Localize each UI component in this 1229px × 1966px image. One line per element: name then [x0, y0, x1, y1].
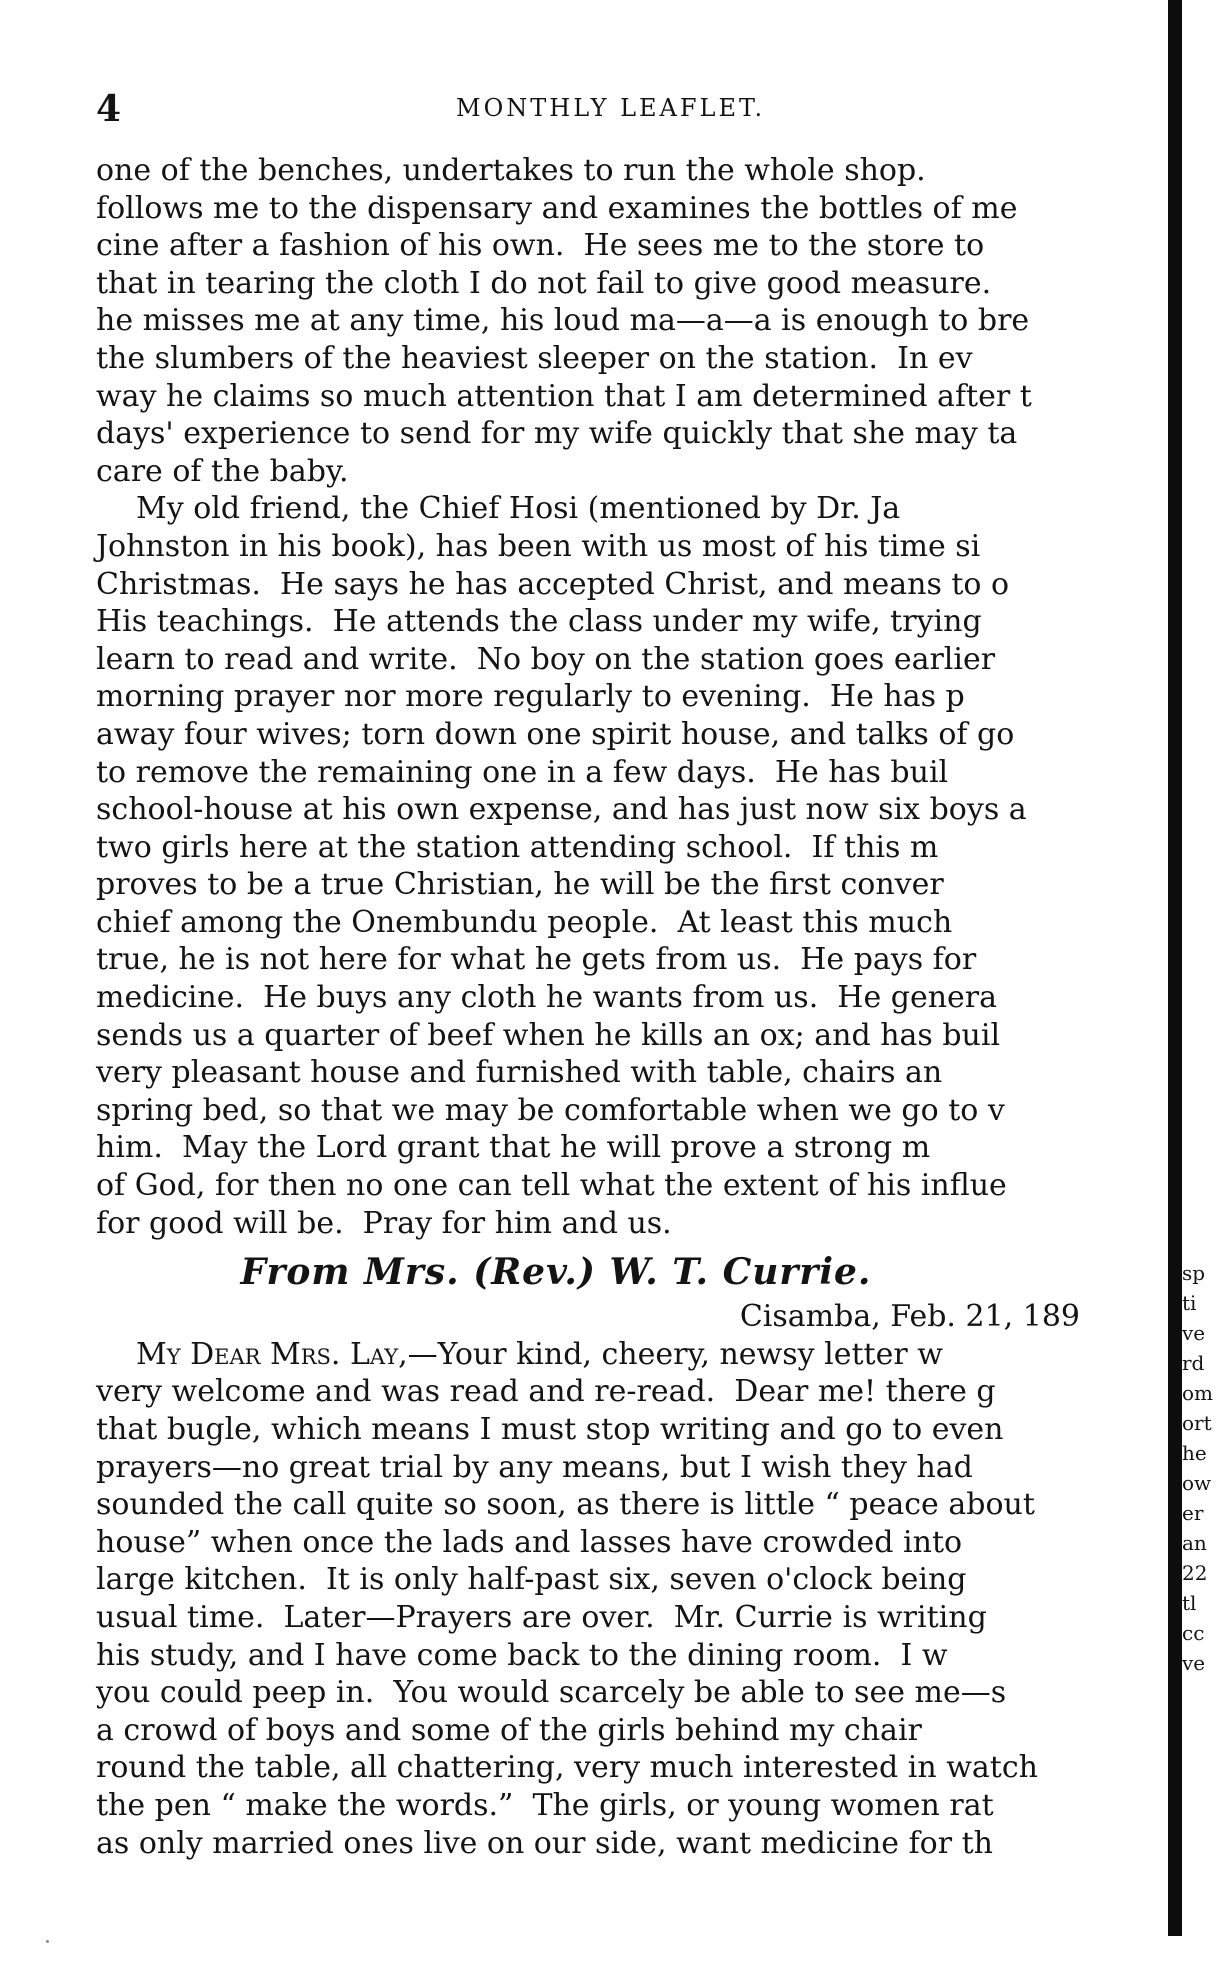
facing-fragment: ort	[1182, 1411, 1212, 1435]
text-line: the pen “ make the words.” The girls, or young women rat	[96, 1787, 994, 1823]
text-line: for good will be. Pray for him and us.	[96, 1205, 672, 1241]
text-line: away four wives; torn down one spirit house, and talks of go	[96, 716, 1015, 752]
letter-body	[96, 1336, 1176, 1862]
text-line: Johnston in his book), has been with us most of his time si	[96, 528, 981, 564]
text-line: morning prayer nor more regularly to evening. He has p	[96, 679, 965, 715]
letter-line-text: —Your kind, cheery, newsy letter w	[407, 1336, 943, 1372]
salutation: My Dear Mrs. Lay,	[136, 1336, 408, 1372]
text-line: his study, and I have come back to the dining room. I w	[96, 1637, 948, 1673]
text-line: large kitchen. It is only half-past six, seven o'clock being	[96, 1562, 967, 1598]
text-line: days' experience to send for my wife quickly that she may ta	[96, 416, 1018, 452]
binding-gutter	[1168, 0, 1182, 1936]
facing-fragment: ti	[1182, 1291, 1197, 1315]
facing-fragment: ow	[1182, 1471, 1212, 1495]
facing-fragment: tl	[1182, 1591, 1197, 1615]
page-number: 4	[96, 88, 122, 130]
text-line: school-house at his own expense, and has just now six boys a	[96, 792, 1027, 828]
scan-speck	[46, 1940, 49, 1943]
facing-fragment: ve	[1182, 1651, 1206, 1675]
text-line: Christmas. He says he has accepted Christ, and means to o	[96, 566, 1010, 602]
facing-fragment: 22	[1182, 1561, 1208, 1585]
text-line: he misses me at any time, his loud ma—a—a is enough to bre	[96, 303, 1030, 339]
text-line: chief among the Onembundu people. At least this much	[96, 904, 953, 940]
facing-fragment: er	[1182, 1501, 1204, 1525]
facing-fragment: an	[1182, 1531, 1207, 1555]
text-line: care of the baby.	[96, 453, 349, 489]
text-line: round the table, all chattering, very much interested in watch	[96, 1750, 1038, 1786]
text-line: of God, for then no one can tell what the extent of his influe	[96, 1168, 1007, 1204]
running-title: MONTHLY LEAFLET.	[456, 94, 766, 122]
facing-page-edge	[1182, 1258, 1220, 1678]
facing-fragment: rd	[1182, 1351, 1205, 1375]
text-line: a crowd of boys and some of the girls behind my chair	[96, 1712, 922, 1748]
facing-fragment: ve	[1182, 1321, 1206, 1345]
text-line: house” when once the lads and lasses have crowded into	[96, 1524, 963, 1560]
facing-fragment: sp	[1182, 1261, 1206, 1285]
text-line: way he claims so much attention that I am determined after t	[96, 378, 1032, 414]
text-line: as only married ones live on our side, want medicine for th	[96, 1825, 993, 1861]
text-line: prayers—no great trial by any means, but I wish they had	[96, 1449, 973, 1485]
text-line: learn to read and write. No boy on the station goes earlier	[96, 641, 996, 677]
facing-fragment: cc	[1182, 1621, 1205, 1645]
text-line: that in tearing the cloth I do not fail to give good measure.	[96, 265, 992, 301]
text-line: one of the benches, undertakes to run the whole shop.	[96, 153, 926, 188]
text-line: the slumbers of the heaviest sleeper on the station. In ev	[96, 340, 973, 376]
facing-fragment: he	[1182, 1441, 1207, 1465]
text-line: true, he is not here for what he gets from us. He pays for	[96, 942, 977, 978]
paragraph-2	[96, 490, 1176, 1242]
text-line: cine after a fashion of his own. He sees me to the store to	[96, 228, 985, 264]
letter-heading: From Mrs. (Rev.) W. T. Currie.	[240, 1251, 872, 1294]
text-line: spring bed, so that we may be comfortable when we go to v	[96, 1092, 1005, 1128]
text-line: My old friend, the Chief Hosi (mentioned by Dr. Ja	[136, 491, 901, 527]
dateline: Cisamba, Feb. 21, 189	[739, 1299, 1080, 1335]
article-body	[96, 152, 1176, 1862]
facing-fragment: om	[1182, 1381, 1214, 1405]
paragraph-1	[96, 152, 1176, 490]
text-line: sends us a quarter of beef when he kills an ox; and has buil	[96, 1017, 1001, 1053]
text-line: very welcome and was read and re-read. Dear me! there g	[96, 1374, 996, 1410]
text-line: very pleasant house and furnished with table, chairs an	[96, 1055, 943, 1091]
text-line: sounded the call quite so soon, as there is little “ peace about	[96, 1487, 1035, 1523]
text-line	[96, 1336, 1176, 1374]
page-header	[96, 88, 1146, 128]
text-line: follows me to the dispensary and examines the bottles of me	[96, 190, 1018, 226]
text-line: two girls here at the station attending school. If this m	[96, 829, 939, 865]
text-line: medicine. He buys any cloth he wants from us. He genera	[96, 980, 998, 1016]
text-line: that bugle, which means I must stop writing and go to even	[96, 1412, 1004, 1447]
text-line: usual time. Later—Prayers are over. Mr. Currie is writing	[96, 1599, 987, 1635]
text-line: His teachings. He attends the class under my wife, trying	[96, 604, 982, 640]
text-line: to remove the remaining one in a few days. He has buil	[96, 754, 949, 790]
text-line: proves to be a true Christian, he will be the first conver	[96, 867, 944, 903]
text-line: you could peep in. You would scarcely be able to see me—s	[96, 1675, 1007, 1711]
text-line: him. May the Lord grant that he will prove a strong m	[96, 1130, 931, 1166]
